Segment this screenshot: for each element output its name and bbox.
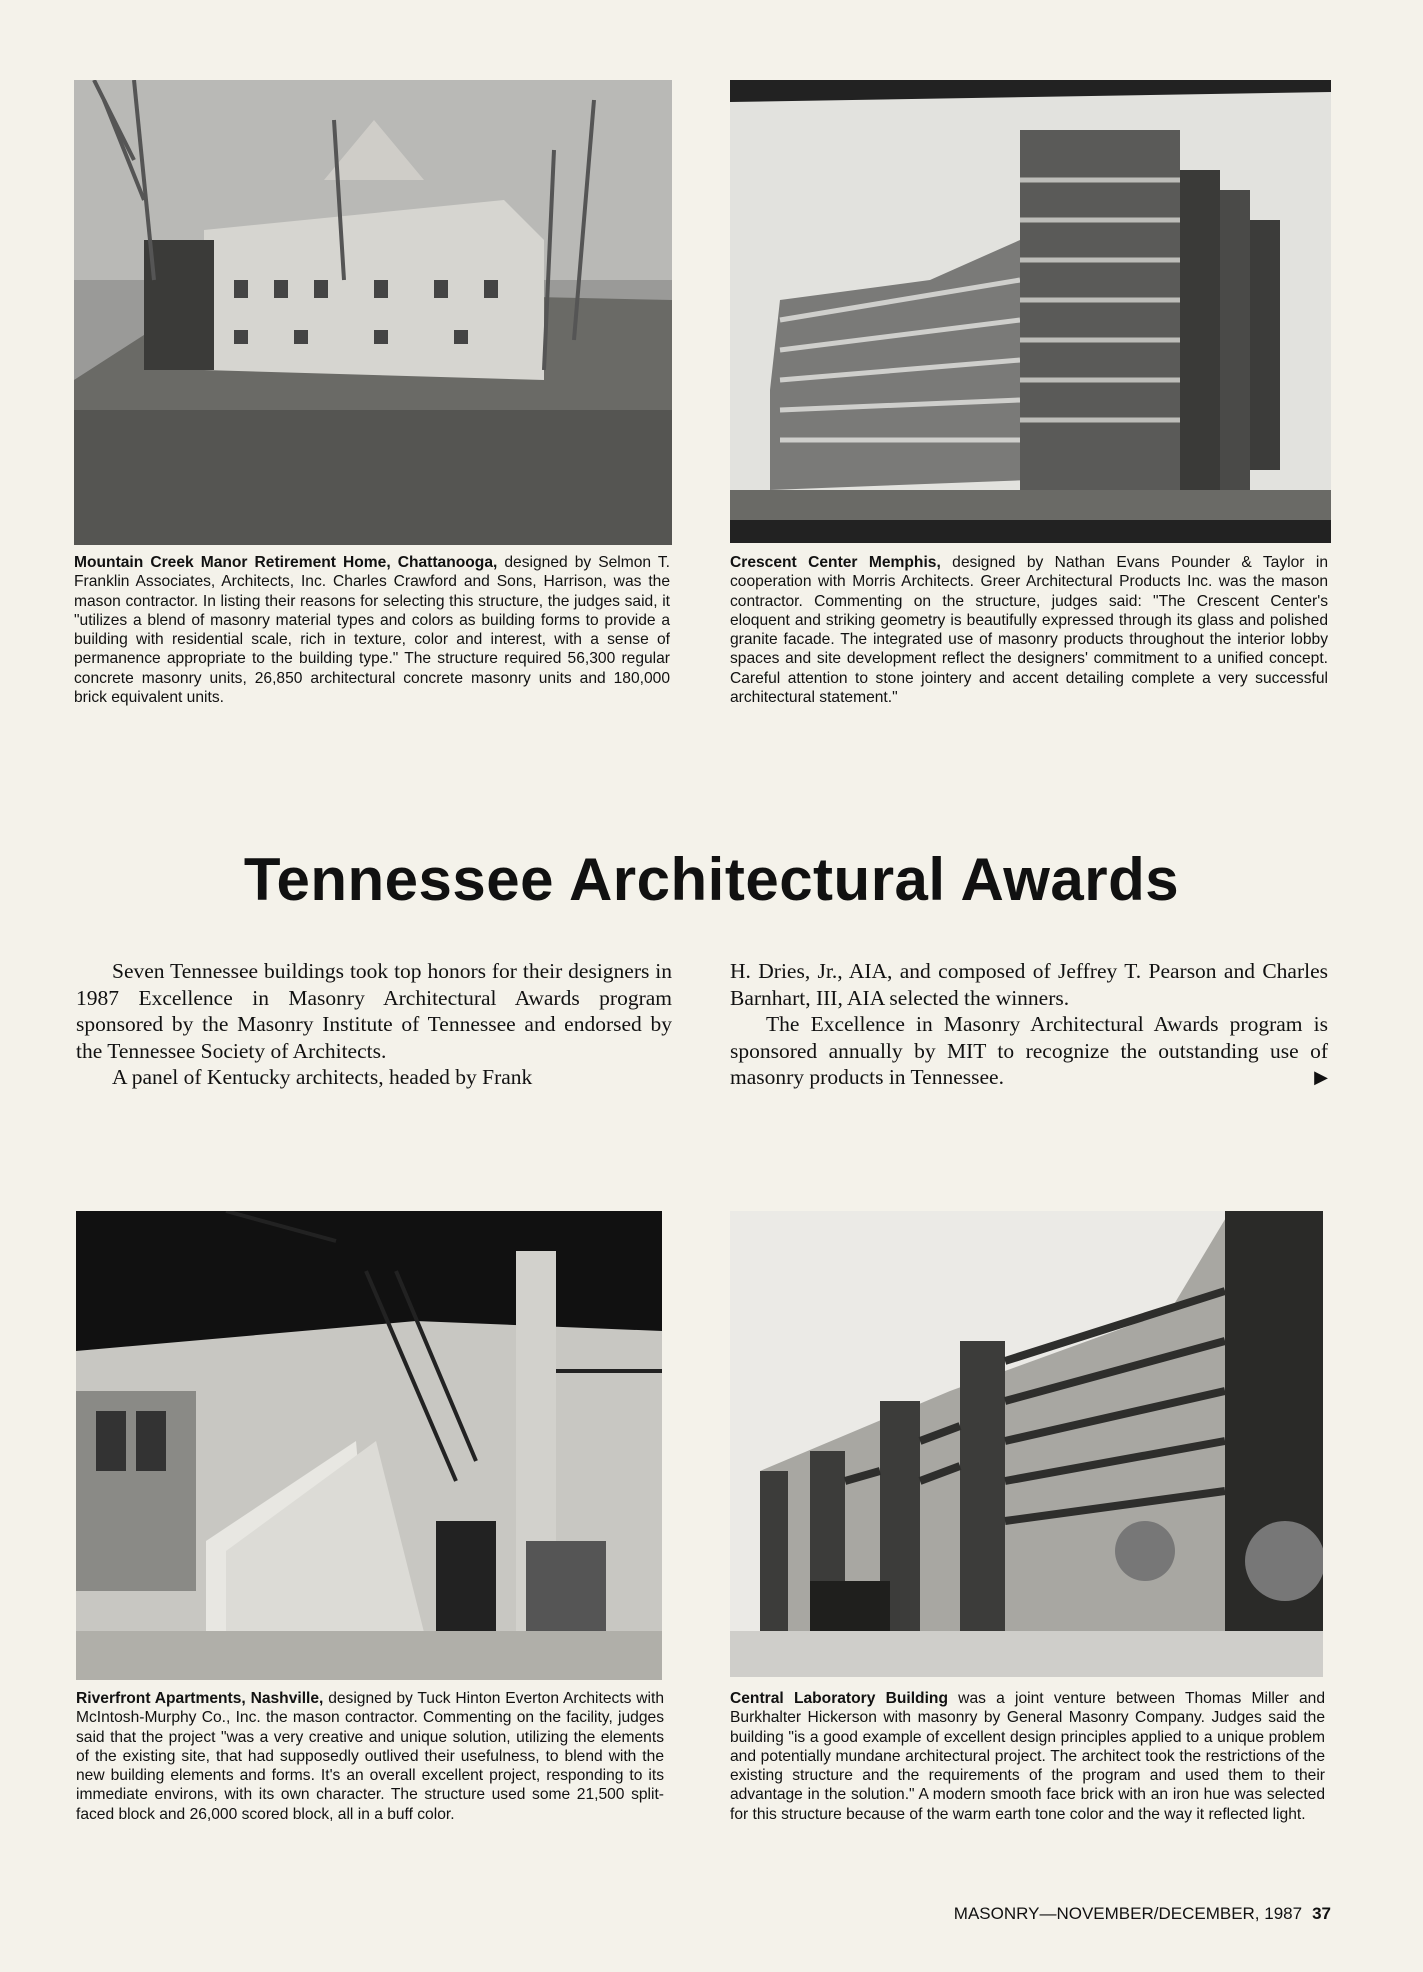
article-headline: Tennessee Architectural Awards bbox=[243, 846, 1180, 913]
caption-text: was a joint venture between Thomas Miller and Burkhalter Hickerson with masonry by General Masonry Company. Judges said the building "is a good example of excellent design principles applied to a unique problem and potentially mundane architectural project. The architect took the restrictions of the existing structure and the requirements of the program and used them to their advantage in the solution." A modern smooth face brick with an iron hue was selected for this structure because of the warm earth tone color and the way it reflected light. bbox=[730, 1690, 1325, 1823]
building-photo-icon bbox=[74, 80, 672, 545]
caption-title: Central Laboratory Building bbox=[730, 1690, 948, 1707]
page-number: 37 bbox=[1312, 1904, 1331, 1923]
caption-title: Crescent Center Memphis, bbox=[730, 554, 941, 571]
caption-text: designed by Nathan Evans Pounder & Taylor in cooperation with Morris Architects. Greer Architectural Products Inc. was the mason contractor. Commenting on the structure, judges said: "The Crescent Center's eloquent and striking geometry is beautifully expressed through its glass and polished granite facade. The integrated use of masonry products throughout the interior lobby spaces and site development reflect the designers' commitment to a unified concept. Careful attention to stone jointery and accent detailing complete a very successful architectural statement." bbox=[730, 554, 1328, 707]
caption-riverfront bbox=[76, 1689, 664, 1824]
caption-text: designed by Selmon T. Franklin Associates, Architects, Inc. Charles Crawford and Sons, Harrison, was the mason contractor. In listing their reasons for selecting this structure, the judges said, it "utilizes a blend of masonry material types and colors as building forms to provide a building with residential scale, rich in texture, color and interest, with a sense of permanence appropriate to the building type." The structure required 56,300 regular concrete masonry units, 26,850 architectural concrete masonry units and 180,000 brick equivalent units. bbox=[74, 554, 670, 707]
continue-arrow-icon: ▶ bbox=[1314, 1067, 1328, 1087]
building-photo-icon bbox=[76, 1211, 662, 1680]
article-paragraph: Seven Tennessee buildings took top honors for their designers in 1987 Excellence in Masonry Architectural Awards program sponsored by the Masonry Institute of Tennessee and endorsed by the Tennessee Society of Architects. bbox=[76, 959, 672, 1063]
caption-title: Mountain Creek Manor Retirement Home, Chattanooga, bbox=[74, 554, 498, 571]
building-photo-icon bbox=[730, 80, 1331, 543]
caption-title: Riverfront Apartments, Nashville, bbox=[76, 1690, 324, 1707]
photo-mountain-creek-manor bbox=[74, 80, 672, 545]
caption-mountain-creek bbox=[74, 553, 670, 707]
article-column-right bbox=[730, 958, 1328, 1091]
page-footer bbox=[954, 1904, 1331, 1924]
magazine-issue: MASONRY—NOVEMBER/DECEMBER, 1987 bbox=[953, 1904, 1303, 1923]
article-paragraph: A panel of Kentucky architects, headed by Frank bbox=[112, 1065, 533, 1089]
caption-crescent-center bbox=[730, 553, 1328, 707]
article-paragraph: H. Dries, Jr., AIA, and composed of Jeffrey T. Pearson and Charles Barnhart, III, AIA selected the winners. bbox=[730, 959, 1328, 1010]
photo-riverfront-apartments bbox=[76, 1211, 662, 1680]
building-photo-icon bbox=[730, 1211, 1323, 1677]
article-paragraph-text: The Excellence in Masonry Architectural Awards program is sponsored annually by MIT to recognize the outstanding use of masonry products in Tennessee. bbox=[730, 1012, 1328, 1089]
photo-central-laboratory bbox=[730, 1211, 1323, 1677]
article-column-left bbox=[76, 958, 672, 1091]
photo-crescent-center bbox=[730, 80, 1331, 543]
caption-text: designed by Tuck Hinton Everton Architects with McIntosh-Murphy Co., Inc. the mason contractor. Commenting on the facility, judges said that the project "was a very creative and unique solution, utilizing the elements of the existing site, that had supposedly outlived their usefulness, to blend with the new building elements and forms. It's an overall excellent project, responding to its immediate environs, with its own character. The structure used some 21,500 split-faced block and 26,000 scored block, all in a buff color. bbox=[76, 1690, 664, 1823]
article-paragraph bbox=[730, 1011, 1328, 1091]
caption-central-lab bbox=[730, 1689, 1325, 1824]
